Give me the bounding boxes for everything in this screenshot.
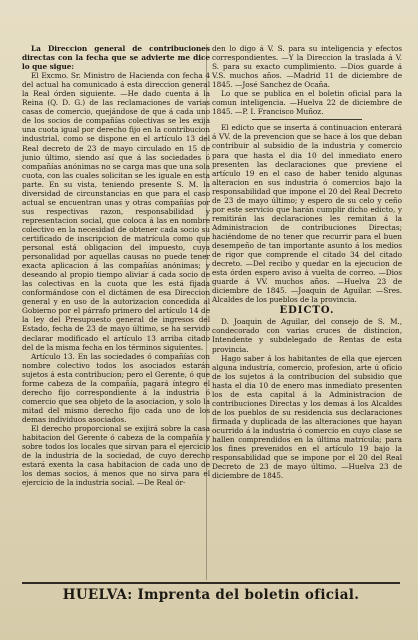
publication-note: Lo que se publica en el boletin oficial para la comun inteligencia. —Huelva 22 de diciembre de 1845. —P. I. Francisco Muñoz. bbox=[212, 89, 402, 117]
edict-issuer: D. Joaquin de Aguilar, del consejo de S. M., condecorado con varias cruces de distincion, Intendente y subdelegado de Rentas de esta provincia. bbox=[212, 317, 402, 354]
edict-body: Hago saber á los habitantes de ella que ejercen alguna industria, comercio, profesion, arte ú oficio de los sujetos á la contribucion del subsidio que hasta el dia 10 de enero mas inmediato presenten los de esta capital á la Administracion de contribuciones Directas y los demas á los Alcaldes de los pueblos de su residencia sus declaraciones firmada y duplicada de las alteraciones que hayan ocurrido á la industria ó comercio en cuyo clase se hallen comprendidos en la última matrícula; para los fines prevenidos en el artículo 19 bajo la responsabilidad que se impone por el 20 del Real Decreto de 23 de mayo último. —Huelva 23 de diciembre de 1845. bbox=[212, 353, 402, 481]
royal-order: El Excmo. Sr. Ministro de Hacienda con fecha 4 del actual ha comunicado á esta direccion general la Real órden siguiente. —He dado cuenta á la Reina (Q. D. G.) de las reclamaciones de varias casas de comercio, quejándose de que á cada uno de los socios de compañías colectivas se les exija una cuota igual por derecho fijo en la contribucion industrial, como se dispone en el artículo 13 del Real decreto de 23 de mayo circulado en 15 de junio último, siendo así que á las sociedades ó compañías anónimas no se carga mas que una sola cuota, con las cuales solicitan se les iguale en esta parte. En su vista, teniendo presente S. M. la diversidad de circunstancias en que para el caso actual se encuentran unas y otras compañías por sus respectivas razon, responsabilidad y representacion social, que coloca á las en nombre colectivo en la necesidad de obtener cada socio su certificado de inscripcion de matrícula como que personal está obligacion del impuesto, cuya personalidad por aquellas causas no puede tener exacta aplicacion á las compañías anónimas; y deseando al propio tiempo aliviar á cada socio de las colectivas en la cuota que les está fijada conformándose con el dictámen de esa Direccion general y en uso de la autorizacion concedida al Gobierno por el párrafo primero del artículo 14 de la ley del Presupuesto general de ingresos del Estado, fecha de 23 de mayo último, se ha servido declarar modificado el artículo 13 arriba citado del de la misma fecha en los términos siguientes. bbox=[22, 71, 210, 352]
printer-imprint: HUELVA: Imprenta del boletin oficial. bbox=[22, 582, 400, 603]
left-column bbox=[22, 44, 210, 487]
notice-intro: La Direccion general de contribuciones directas con la fecha que se advierte me dice lo que sigue: bbox=[22, 44, 210, 72]
right-column bbox=[212, 44, 402, 480]
proportional-right: El derecho proporcional se exijirá sobre la casa habitacion del Gerente ó cabeza de la compañía y sobre todos los locales que sirvan para el ejercicio de la industria de la sociedad, de cuyo derecho estará exenta la casa habitacion de cada uno de los demas socios, á menos que no sirva para el ejercicio de la industria social. —De Real ór- bbox=[22, 423, 210, 488]
edict-heading: EDICTO. bbox=[279, 305, 335, 317]
order-continuation: den lo digo á V. S. para su inteligencia y efectos correspondientes. —Y la Direccion la traslada á V. S. para su exacto cumplimiento. —Dios guarde á V.S. muchos años. —Madrid 11 de diciembre de 1845. —José Sanchez de Ocaña. bbox=[212, 44, 402, 90]
section-rule bbox=[252, 119, 362, 120]
article-13: Artículo 13. En las sociedades ó compañías con nombre colectivo todos los asociados estarán sujetos á esta contribucion; pero el Gerente, ó que forme cabeza de la compañía, pagará íntegro el derecho fijo correspondiente á la industria ó comercio que sea objeto de la asociacion, y solo la mitad del mismo derecho fijo cada uno de los demas individuos asociados. bbox=[22, 351, 210, 424]
circular-to-mayors: El edicto que se inserta á continuacion enterará á VV. de la prevencion que se hace á los que deban contribuir al subsidio de la industria y comercio para que hasta el dia 10 del inmediato enero presenten las declaraciones que previene el artículo 19 en el caso de haber tenido algunas alteracion en sus industria ó comercios bajo la responsabilidad que impone el 20 del Real Decreto de 23 de mayo último; y espero de su celo y ceño por este servicio que harán cumplir dicho edicto, y remitirán las declaraciones les remitan á la Administracion de contribuciones Directas; haciéndome de no tener que recurrir para el buen desempeño de tan importante asunto á los medios de rigor que comprende el citado 34 del citado decreto. —Del recibo y quedar en la ejecucion de esta órden espero aviso á vuelta de correo. —Dios guarde á VV. muchos años. —Huelva 23 de diciembre de 1845. —Joaquin de Aguilar. —Sres. Alcaldes de los pueblos de la provincia. bbox=[212, 123, 402, 305]
